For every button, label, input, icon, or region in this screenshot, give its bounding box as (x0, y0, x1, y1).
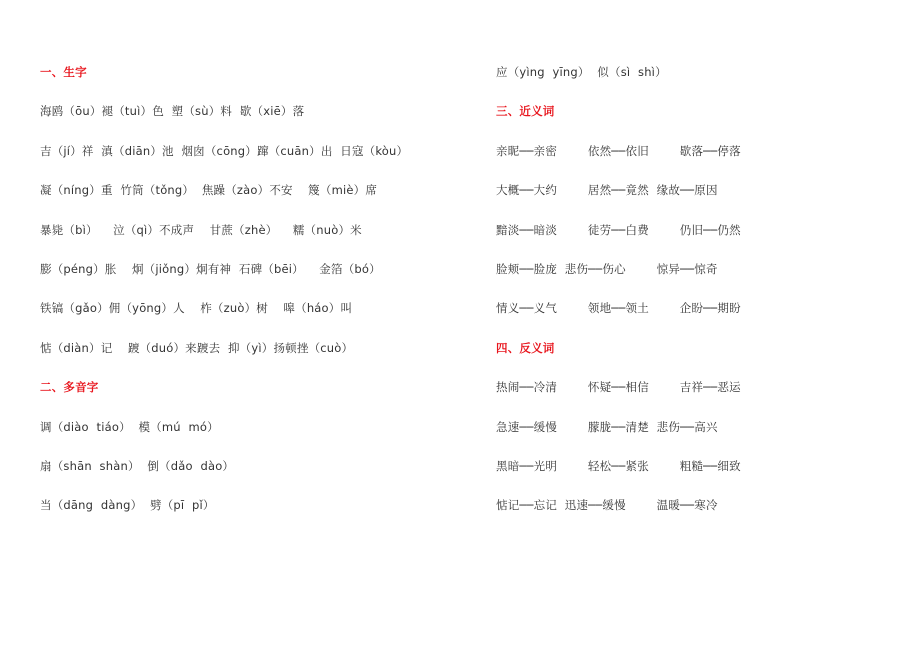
vocab-line: 吉（jí）祥 滇（diān）池 烟囱（cōng）蹿（cuān）出 日寇（kòu） (40, 143, 409, 158)
synonym-line: 亲昵──亲密 依然──依旧 歇落──停落 (496, 143, 741, 158)
vocab-line: 暴毙（bì） 泣（qì）不成声 甘蔗（zhè） 糯（nuò）米 (40, 222, 362, 237)
polyphone-line: 应（yìng yīng） 似（sì shì） (496, 65, 667, 79)
antonym-line: 黑暗──光明 轻松──紧张 粗糙──细致 (496, 458, 741, 473)
vocab-line: 铁镐（gǎo）佣（yōng）人 柞（zuò）树 嗥（háo）叫 (40, 301, 353, 316)
right-column (496, 62, 896, 535)
section-heading-polyphones: 二、多音字 (40, 380, 99, 395)
vocab-line: 膨（péng）胀 炯（jiǒng）炯有神 石碑（bēi） 金箔（bó） (40, 261, 381, 276)
antonym-line: 急速──缓慢 朦胧──清楚 悲伤──高兴 (496, 419, 718, 434)
section-heading-antonyms: 四、反义词 (496, 340, 555, 355)
polyphone-line: 调（diào tiáo） 模（mú mó） (40, 419, 219, 434)
vocab-line: 惦（diàn）记 踱（duó）来踱去 抑（yì）扬顿挫（cuò） (40, 340, 354, 355)
polyphone-line: 扇（shān shàn） 倒（dǎo dào） (40, 458, 235, 473)
synonym-line: 脸颊──脸庞 悲伤──伤心 惊异──惊奇 (496, 261, 718, 276)
left-column (40, 62, 480, 535)
antonym-line: 惦记──忘记 迅速──缓慢 温暖──寒冷 (496, 498, 718, 513)
synonym-line: 大概──大约 居然──竟然 缘故──原因 (496, 183, 718, 198)
vocab-line: 海鸥（ōu）褪（tuì）色 塑（sù）料 歇（xiē）落 (40, 104, 305, 119)
antonym-line: 热闹──冷清 怀疑──相信 吉祥──恶运 (496, 380, 741, 395)
synonym-line: 黯淡──暗淡 徒劳──白费 仍旧──仍然 (496, 222, 741, 237)
polyphone-line: 当（dāng dàng） 劈（pī pǐ） (40, 498, 215, 513)
synonym-line: 情义──义气 领地──领土 企盼──期盼 (496, 301, 741, 316)
section-heading-characters: 一、生字 (40, 65, 87, 79)
section-heading-synonyms: 三、近义词 (496, 104, 555, 119)
vocab-line: 凝（níng）重 竹筒（tǒng） 焦躁（zào）不安 篾（miè）席 (40, 183, 378, 198)
